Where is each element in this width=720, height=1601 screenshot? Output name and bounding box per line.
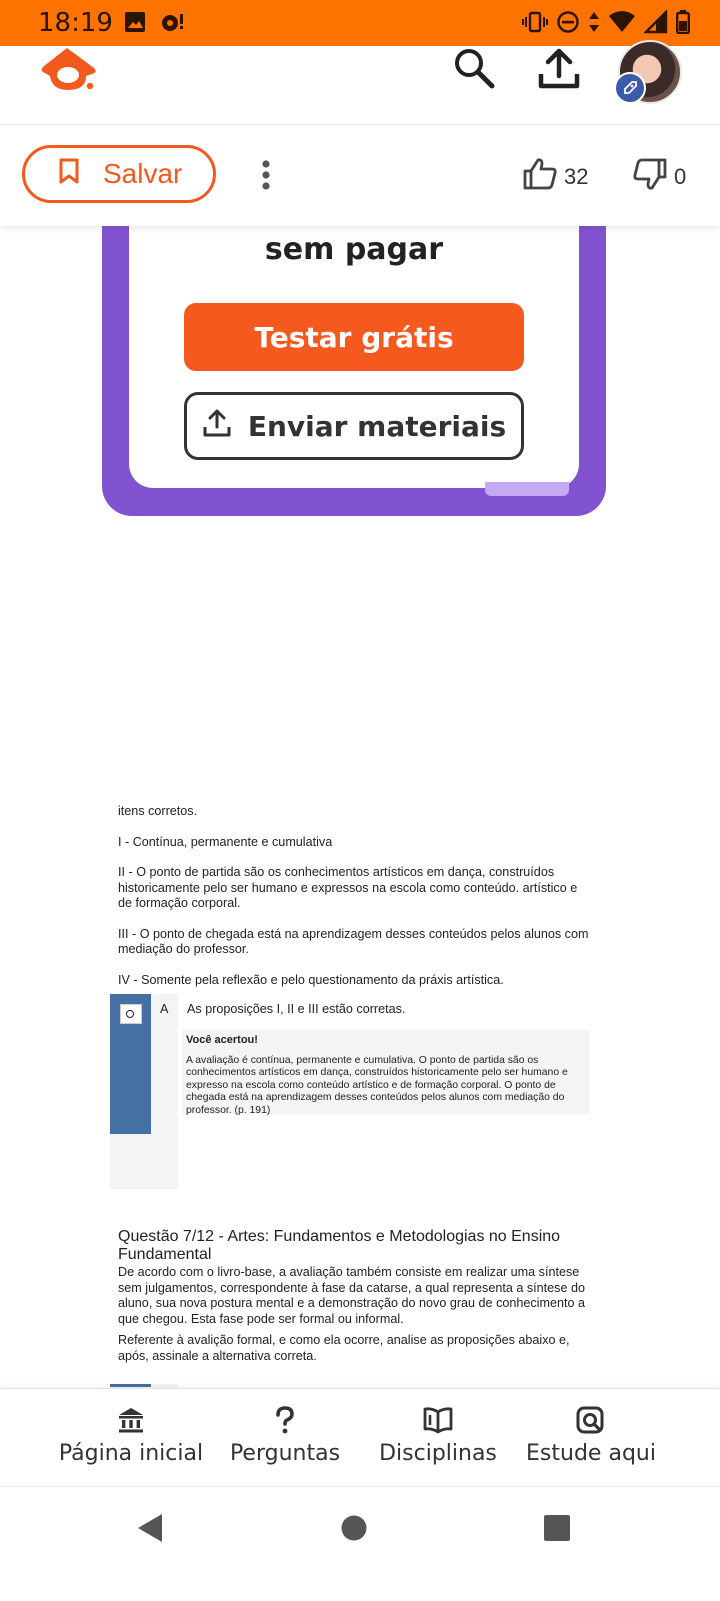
nav-questions-label: Perguntas [229, 1441, 341, 1466]
answer-text: As proposições I, II e III estão corretas. [187, 1002, 406, 1016]
radio-selected-icon [120, 1004, 142, 1024]
image-icon [124, 11, 146, 38]
nav-questions[interactable] [200, 1405, 370, 1466]
like-button[interactable] [522, 157, 588, 197]
app-header [0, 46, 720, 125]
nav-subjects-label: Disciplinas [379, 1441, 497, 1466]
like-count: 32 [564, 164, 589, 189]
action-bar [0, 125, 720, 226]
promo-card-inner [129, 190, 579, 488]
home-icon[interactable] [340, 1514, 368, 1547]
bookmark-icon [57, 157, 81, 192]
app-notification-icon [160, 11, 186, 38]
nav-study-label: Estude aqui [526, 1441, 656, 1466]
test-free-button[interactable]: Testar grátis [184, 303, 524, 371]
bank-icon [46, 1405, 216, 1435]
doc-line: III - O ponto de chegada está na aprendizagem desses conteúdos pelos alunos com mediação do professor. [118, 926, 589, 956]
promo-card [102, 190, 606, 516]
search-icon[interactable] [452, 46, 496, 95]
thumbs-up-icon [522, 157, 558, 197]
vibrate-icon [522, 10, 548, 39]
doc-line: I - Contínua, permanente e cumulativa [118, 834, 333, 849]
battery-icon [676, 10, 690, 39]
upload-icon[interactable] [536, 46, 582, 97]
bottom-nav [0, 1388, 720, 1487]
answer-option [110, 994, 590, 1189]
open-book-icon [353, 1405, 523, 1435]
question-paragraph: Referente à avalição formal, e como ela ocorre, analise as proposições abaixo e, após, assinale a alternativa correta. [118, 1333, 570, 1363]
nav-home-label: Página inicial [58, 1441, 204, 1466]
send-materials-button[interactable] [184, 392, 524, 460]
question-7 [118, 1228, 590, 1371]
thumbs-down-icon [632, 157, 668, 197]
question-title: Questão 7/12 - Artes: Fundamentos e Metodologias no Ensino Fundamental [118, 1228, 561, 1263]
promo-headline: sem pagar [264, 232, 444, 267]
nav-home[interactable] [46, 1405, 216, 1466]
feedback-box [182, 1030, 590, 1114]
send-materials-label: Enviar materiais [247, 409, 507, 443]
upload-icon [202, 408, 232, 445]
doc-line: IV - Somente pela reflexão e pelo questionamento da práxis artística. [118, 972, 504, 987]
question-paragraph: De acordo com o livro-base, a avaliação também consiste em realizar uma síntese sem julgamentos, correspondente à fase da catarse, a qual representa a síntese do aluno, sua nova postura mental e a demonstração do novo grau de conhecimento a que chegou. Esta fase pode ser formal ou informal. [118, 1265, 585, 1326]
doc-line: itens corretos. [118, 804, 198, 818]
study-search-icon [506, 1405, 676, 1435]
brainly-logo[interactable] [40, 46, 98, 99]
question-mark-icon [200, 1405, 370, 1435]
do-not-disturb-icon [556, 10, 580, 39]
recent-apps-icon[interactable] [543, 1514, 571, 1547]
save-button[interactable] [22, 145, 216, 203]
rocket-badge-icon [614, 72, 646, 104]
document-text [118, 804, 590, 1003]
save-label: Salvar [103, 158, 183, 189]
dislike-count: 0 [674, 164, 687, 189]
dislike-button[interactable] [632, 157, 686, 197]
data-arrows-icon [588, 10, 600, 39]
more-options-icon[interactable] [256, 159, 276, 196]
wifi-icon [608, 10, 636, 39]
answer-letter: A [160, 1002, 169, 1016]
system-nav-bar [0, 1486, 720, 1601]
feedback-title: Você acertou! [186, 1034, 258, 1046]
cell-signal-icon [644, 10, 668, 39]
doc-line: II - O ponto de partida são os conhecimentos artísticos em dança, construídos historicamente pelo ser humano e expressos na escola como conteúdo. artístico e de formação corporal. [118, 865, 578, 910]
back-icon[interactable] [136, 1512, 164, 1549]
profile-avatar-button[interactable] [618, 40, 682, 104]
status-time: 18:19 [38, 8, 113, 38]
nav-subjects[interactable] [353, 1405, 523, 1466]
promo-tab [485, 482, 569, 496]
status-bar [0, 0, 720, 46]
feedback-text: A avaliação é contínua, permanente e cumulativa. O ponto de partida são os conhecimentos artísticos em dança, construídos historicamente pelo ser humano e expresso na escola como conteúdo artístico e de formação corporal. O ponto de chegada está na aprendizagem desses conteúdos pelos alunos com mediação do professor. (p. 191) [186, 1054, 568, 1116]
nav-study[interactable] [506, 1405, 676, 1466]
